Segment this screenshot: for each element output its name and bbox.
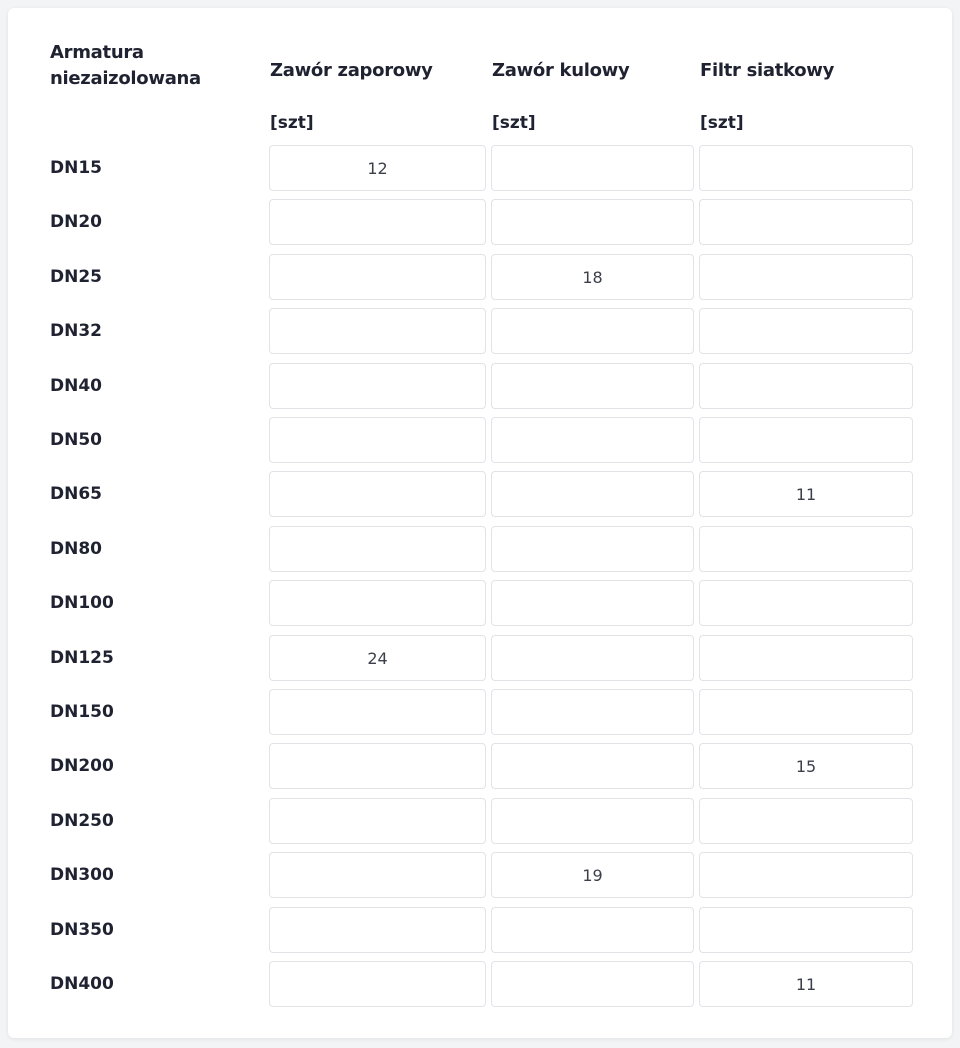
quantity-input-gate-valve[interactable] xyxy=(269,526,486,572)
row-label: DN50 xyxy=(50,430,102,450)
row-label: DN250 xyxy=(50,811,114,831)
quantity-input-ball-valve[interactable] xyxy=(491,689,694,735)
quantity-input-ball-valve[interactable] xyxy=(491,417,694,463)
unit-gate-valve: [szt] xyxy=(270,113,314,133)
quantity-input-strainer[interactable] xyxy=(699,363,913,409)
row-label: DN65 xyxy=(50,484,102,504)
quantity-input-strainer[interactable] xyxy=(699,961,913,1007)
quantity-input-gate-valve[interactable] xyxy=(269,798,486,844)
quantity-input-strainer[interactable] xyxy=(699,852,913,898)
quantity-input-ball-valve[interactable] xyxy=(491,471,694,517)
quantity-input-strainer[interactable] xyxy=(699,199,913,245)
quantity-input-strainer[interactable] xyxy=(699,635,913,681)
quantity-input-ball-valve[interactable] xyxy=(491,145,694,191)
row-label: DN40 xyxy=(50,376,102,396)
row-label: DN15 xyxy=(50,158,102,178)
quantity-input-ball-valve[interactable] xyxy=(491,743,694,789)
header-gate-valve: Zawór zaporowy xyxy=(270,60,433,81)
unit-ball-valve: [szt] xyxy=(492,113,536,133)
row-label: DN300 xyxy=(50,865,114,885)
quantity-input-strainer[interactable] xyxy=(699,743,913,789)
quantity-input-ball-valve[interactable] xyxy=(491,635,694,681)
quantity-input-strainer[interactable] xyxy=(699,580,913,626)
quantity-input-strainer[interactable] xyxy=(699,798,913,844)
header-strainer: Filtr siatkowy xyxy=(700,60,835,81)
row-label: DN400 xyxy=(50,974,114,994)
quantity-input-gate-valve[interactable] xyxy=(269,907,486,953)
row-label: DN32 xyxy=(50,321,102,341)
quantity-input-ball-valve[interactable] xyxy=(491,199,694,245)
quantity-input-strainer[interactable] xyxy=(699,471,913,517)
row-label: DN80 xyxy=(50,539,102,559)
quantity-input-strainer[interactable] xyxy=(699,689,913,735)
header-fitting-type: Armatura niezaizolowana xyxy=(50,42,201,89)
quantity-input-ball-valve[interactable] xyxy=(491,852,694,898)
quantity-input-strainer[interactable] xyxy=(699,308,913,354)
row-label: DN125 xyxy=(50,648,114,668)
quantity-input-gate-valve[interactable] xyxy=(269,635,486,681)
quantity-input-ball-valve[interactable] xyxy=(491,907,694,953)
row-label: DN200 xyxy=(50,756,114,776)
quantity-input-gate-valve[interactable] xyxy=(269,308,486,354)
quantity-input-strainer[interactable] xyxy=(699,417,913,463)
quantity-input-strainer[interactable] xyxy=(699,145,913,191)
quantity-input-strainer[interactable] xyxy=(699,907,913,953)
quantity-input-ball-valve[interactable] xyxy=(491,308,694,354)
row-label: DN25 xyxy=(50,267,102,287)
quantity-input-gate-valve[interactable] xyxy=(269,471,486,517)
row-label: DN100 xyxy=(50,593,114,613)
quantity-input-gate-valve[interactable] xyxy=(269,254,486,300)
row-label: DN150 xyxy=(50,702,114,722)
row-label: DN20 xyxy=(50,212,102,232)
header-ball-valve: Zawór kulowy xyxy=(492,60,630,81)
quantity-input-gate-valve[interactable] xyxy=(269,689,486,735)
quantity-input-gate-valve[interactable] xyxy=(269,417,486,463)
quantity-input-ball-valve[interactable] xyxy=(491,363,694,409)
quantity-input-strainer[interactable] xyxy=(699,254,913,300)
quantity-input-gate-valve[interactable] xyxy=(269,961,486,1007)
quantity-input-gate-valve[interactable] xyxy=(269,145,486,191)
row-label: DN350 xyxy=(50,920,114,940)
quantity-input-gate-valve[interactable] xyxy=(269,363,486,409)
quantity-input-gate-valve[interactable] xyxy=(269,199,486,245)
quantity-input-ball-valve[interactable] xyxy=(491,254,694,300)
quantity-input-ball-valve[interactable] xyxy=(491,580,694,626)
quantity-input-strainer[interactable] xyxy=(699,526,913,572)
quantity-input-ball-valve[interactable] xyxy=(491,526,694,572)
quantity-input-gate-valve[interactable] xyxy=(269,852,486,898)
quantity-input-gate-valve[interactable] xyxy=(269,743,486,789)
unit-strainer: [szt] xyxy=(700,113,744,133)
quantity-input-ball-valve[interactable] xyxy=(491,798,694,844)
quantity-input-gate-valve[interactable] xyxy=(269,580,486,626)
quantity-input-ball-valve[interactable] xyxy=(491,961,694,1007)
